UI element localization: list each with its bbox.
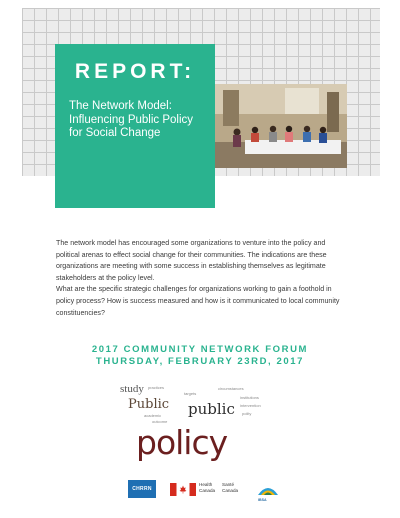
wordcloud-word: study bbox=[120, 383, 144, 395]
sponsor-logos bbox=[0, 478, 400, 504]
report-title: REPORT: bbox=[74, 60, 196, 83]
wordcloud-word: institutions bbox=[240, 395, 259, 400]
wordcloud-word: practices bbox=[148, 385, 165, 390]
wordcloud-word: intervention bbox=[240, 403, 261, 408]
body-paragraph: The network model has encouraged some organizations to venture into the policy and political arenas to effect social change for their communities. The indications are these organizations are meeting with some success in establishing themselves as legitimate stakeholders at the policy level. bbox=[56, 239, 327, 282]
chrn-logo: CHRRN bbox=[128, 480, 156, 498]
wordcloud-word: policy bbox=[136, 423, 228, 462]
wordcloud-word: targets bbox=[184, 391, 197, 396]
health-canada-en: Health Canada bbox=[199, 482, 216, 493]
body-text bbox=[56, 238, 346, 319]
wordcloud-word: outcome bbox=[152, 419, 168, 424]
report-card bbox=[55, 44, 215, 208]
forum-date: THURSDAY, FEBRUARY 23RD, 2017 bbox=[95, 356, 305, 367]
wordcloud-word: polity bbox=[242, 411, 252, 416]
policy-wordcloud bbox=[118, 380, 282, 464]
body-paragraph: What are the specific strategic challenges for organizations working to gain a foothold in policy process? How is success measured and how is it communicated to local community constituencies? bbox=[56, 285, 340, 317]
wordcloud-word: circumstances bbox=[218, 386, 244, 391]
wordcloud-word: Public bbox=[128, 397, 170, 412]
meeting-photo bbox=[215, 84, 347, 168]
report-subtitle: The Network Model: Influencing Public Policy for Social Change bbox=[69, 100, 194, 139]
wordcloud-word: public bbox=[188, 400, 235, 418]
ibsa-label: IBSA bbox=[258, 498, 267, 502]
health-canada-fr: Santé Canada bbox=[222, 482, 239, 493]
forum-title: 2017 COMMUNITY NETWORK FORUM bbox=[91, 344, 309, 355]
wordcloud-word: academic bbox=[144, 413, 162, 418]
canada-flag-icon bbox=[170, 483, 196, 496]
